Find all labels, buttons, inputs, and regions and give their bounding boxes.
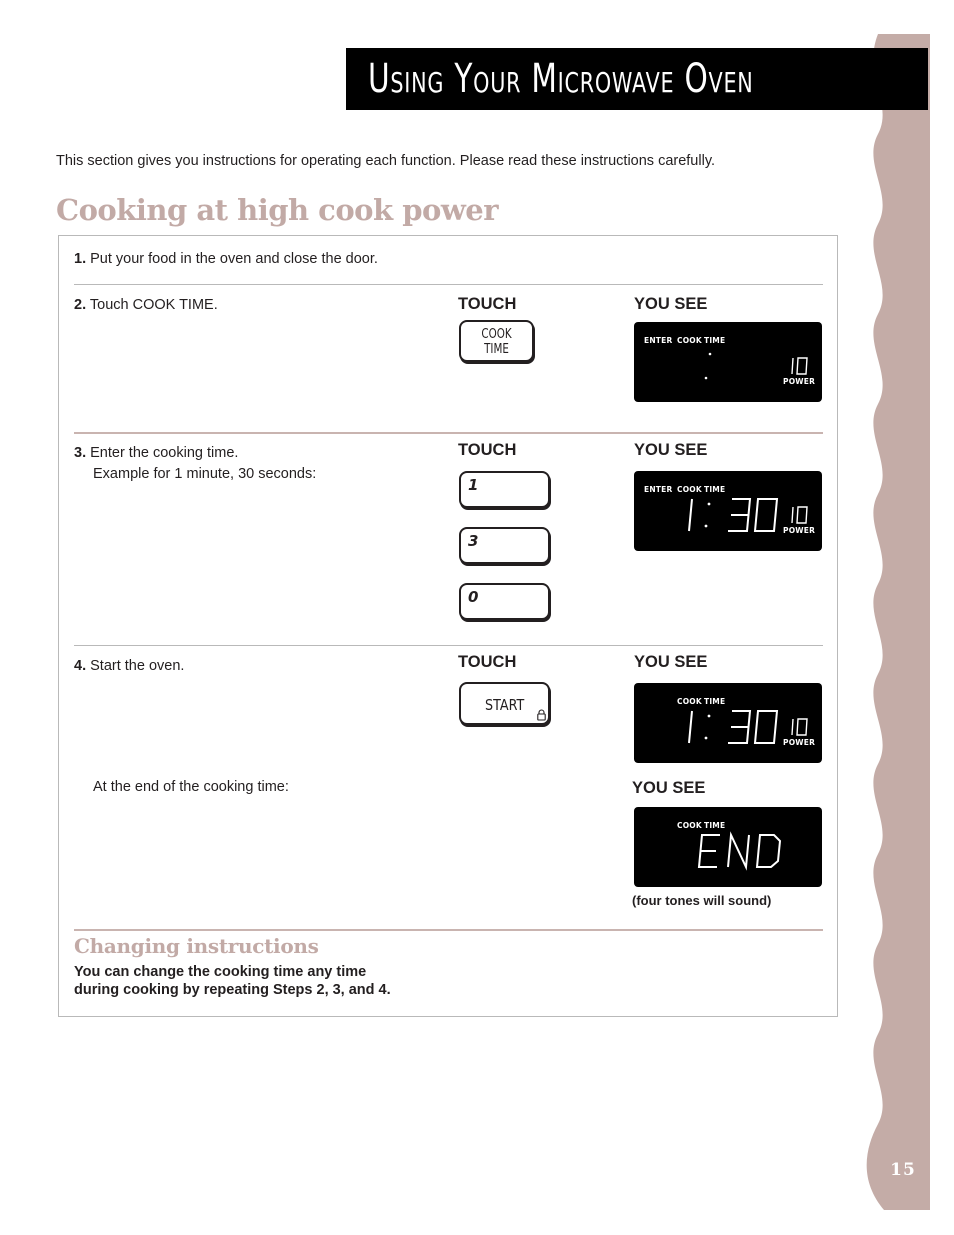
step-4: 4. Start the oven. bbox=[74, 658, 185, 674]
touch-heading: TOUCH bbox=[458, 295, 517, 313]
divider bbox=[74, 929, 823, 931]
display-step-4: COOK TIME POWER bbox=[634, 683, 822, 763]
touch-heading: TOUCH bbox=[458, 653, 517, 671]
divider bbox=[74, 432, 823, 434]
display-step-3: ENTER COOK TIME POWER bbox=[634, 471, 822, 551]
step-3: 3. Enter the cooking time. Example for 1 minute, 30 seconds: bbox=[74, 445, 317, 482]
colon-dots bbox=[634, 322, 822, 402]
number-3-button[interactable]: 3 bbox=[459, 527, 550, 564]
changing-instructions-title: Changing instructions bbox=[74, 934, 319, 958]
number-0-button[interactable]: 0 bbox=[459, 583, 550, 620]
changing-instructions-text: You can change the cooking time any time during cooking by repeating Steps 2, 3, and 4. bbox=[74, 964, 391, 998]
page-number: 15 bbox=[890, 1160, 916, 1180]
you-see-heading: YOU SEE bbox=[634, 295, 708, 313]
intro-text: This section gives you instructions for operating each function. Please read these instructions carefully. bbox=[56, 153, 716, 169]
end-of-cooking-text: At the end of the cooking time: bbox=[93, 779, 289, 795]
start-button[interactable]: START bbox=[459, 682, 550, 725]
cook-time-button[interactable]: COOK TIME bbox=[459, 320, 534, 362]
four-tones-note: (four tones will sound) bbox=[632, 893, 772, 908]
section-title: Cooking at high cook power bbox=[56, 193, 499, 227]
decorative-side-band bbox=[860, 34, 930, 1210]
display-end: COOK TIME bbox=[634, 807, 822, 887]
you-see-heading: YOU SEE bbox=[634, 441, 708, 459]
touch-heading: TOUCH bbox=[458, 441, 517, 459]
you-see-heading: YOU SEE bbox=[632, 779, 706, 797]
number-1-button[interactable]: 1 bbox=[459, 471, 550, 508]
step-1: 1. Put your food in the oven and close the door. bbox=[74, 251, 378, 267]
divider bbox=[74, 284, 823, 285]
lock-icon bbox=[537, 709, 546, 721]
page-title: Using Your Microwave Oven bbox=[368, 56, 754, 102]
time-digits bbox=[634, 683, 822, 763]
title-bar bbox=[346, 48, 928, 110]
time-digits bbox=[634, 471, 822, 551]
power-digits bbox=[792, 358, 807, 374]
display-step-2: ENTER COOK TIME POWER bbox=[634, 322, 822, 402]
end-digits bbox=[634, 807, 822, 887]
step-2: 2. Touch COOK TIME. bbox=[74, 297, 218, 313]
divider bbox=[74, 645, 823, 646]
you-see-heading: YOU SEE bbox=[634, 653, 708, 671]
